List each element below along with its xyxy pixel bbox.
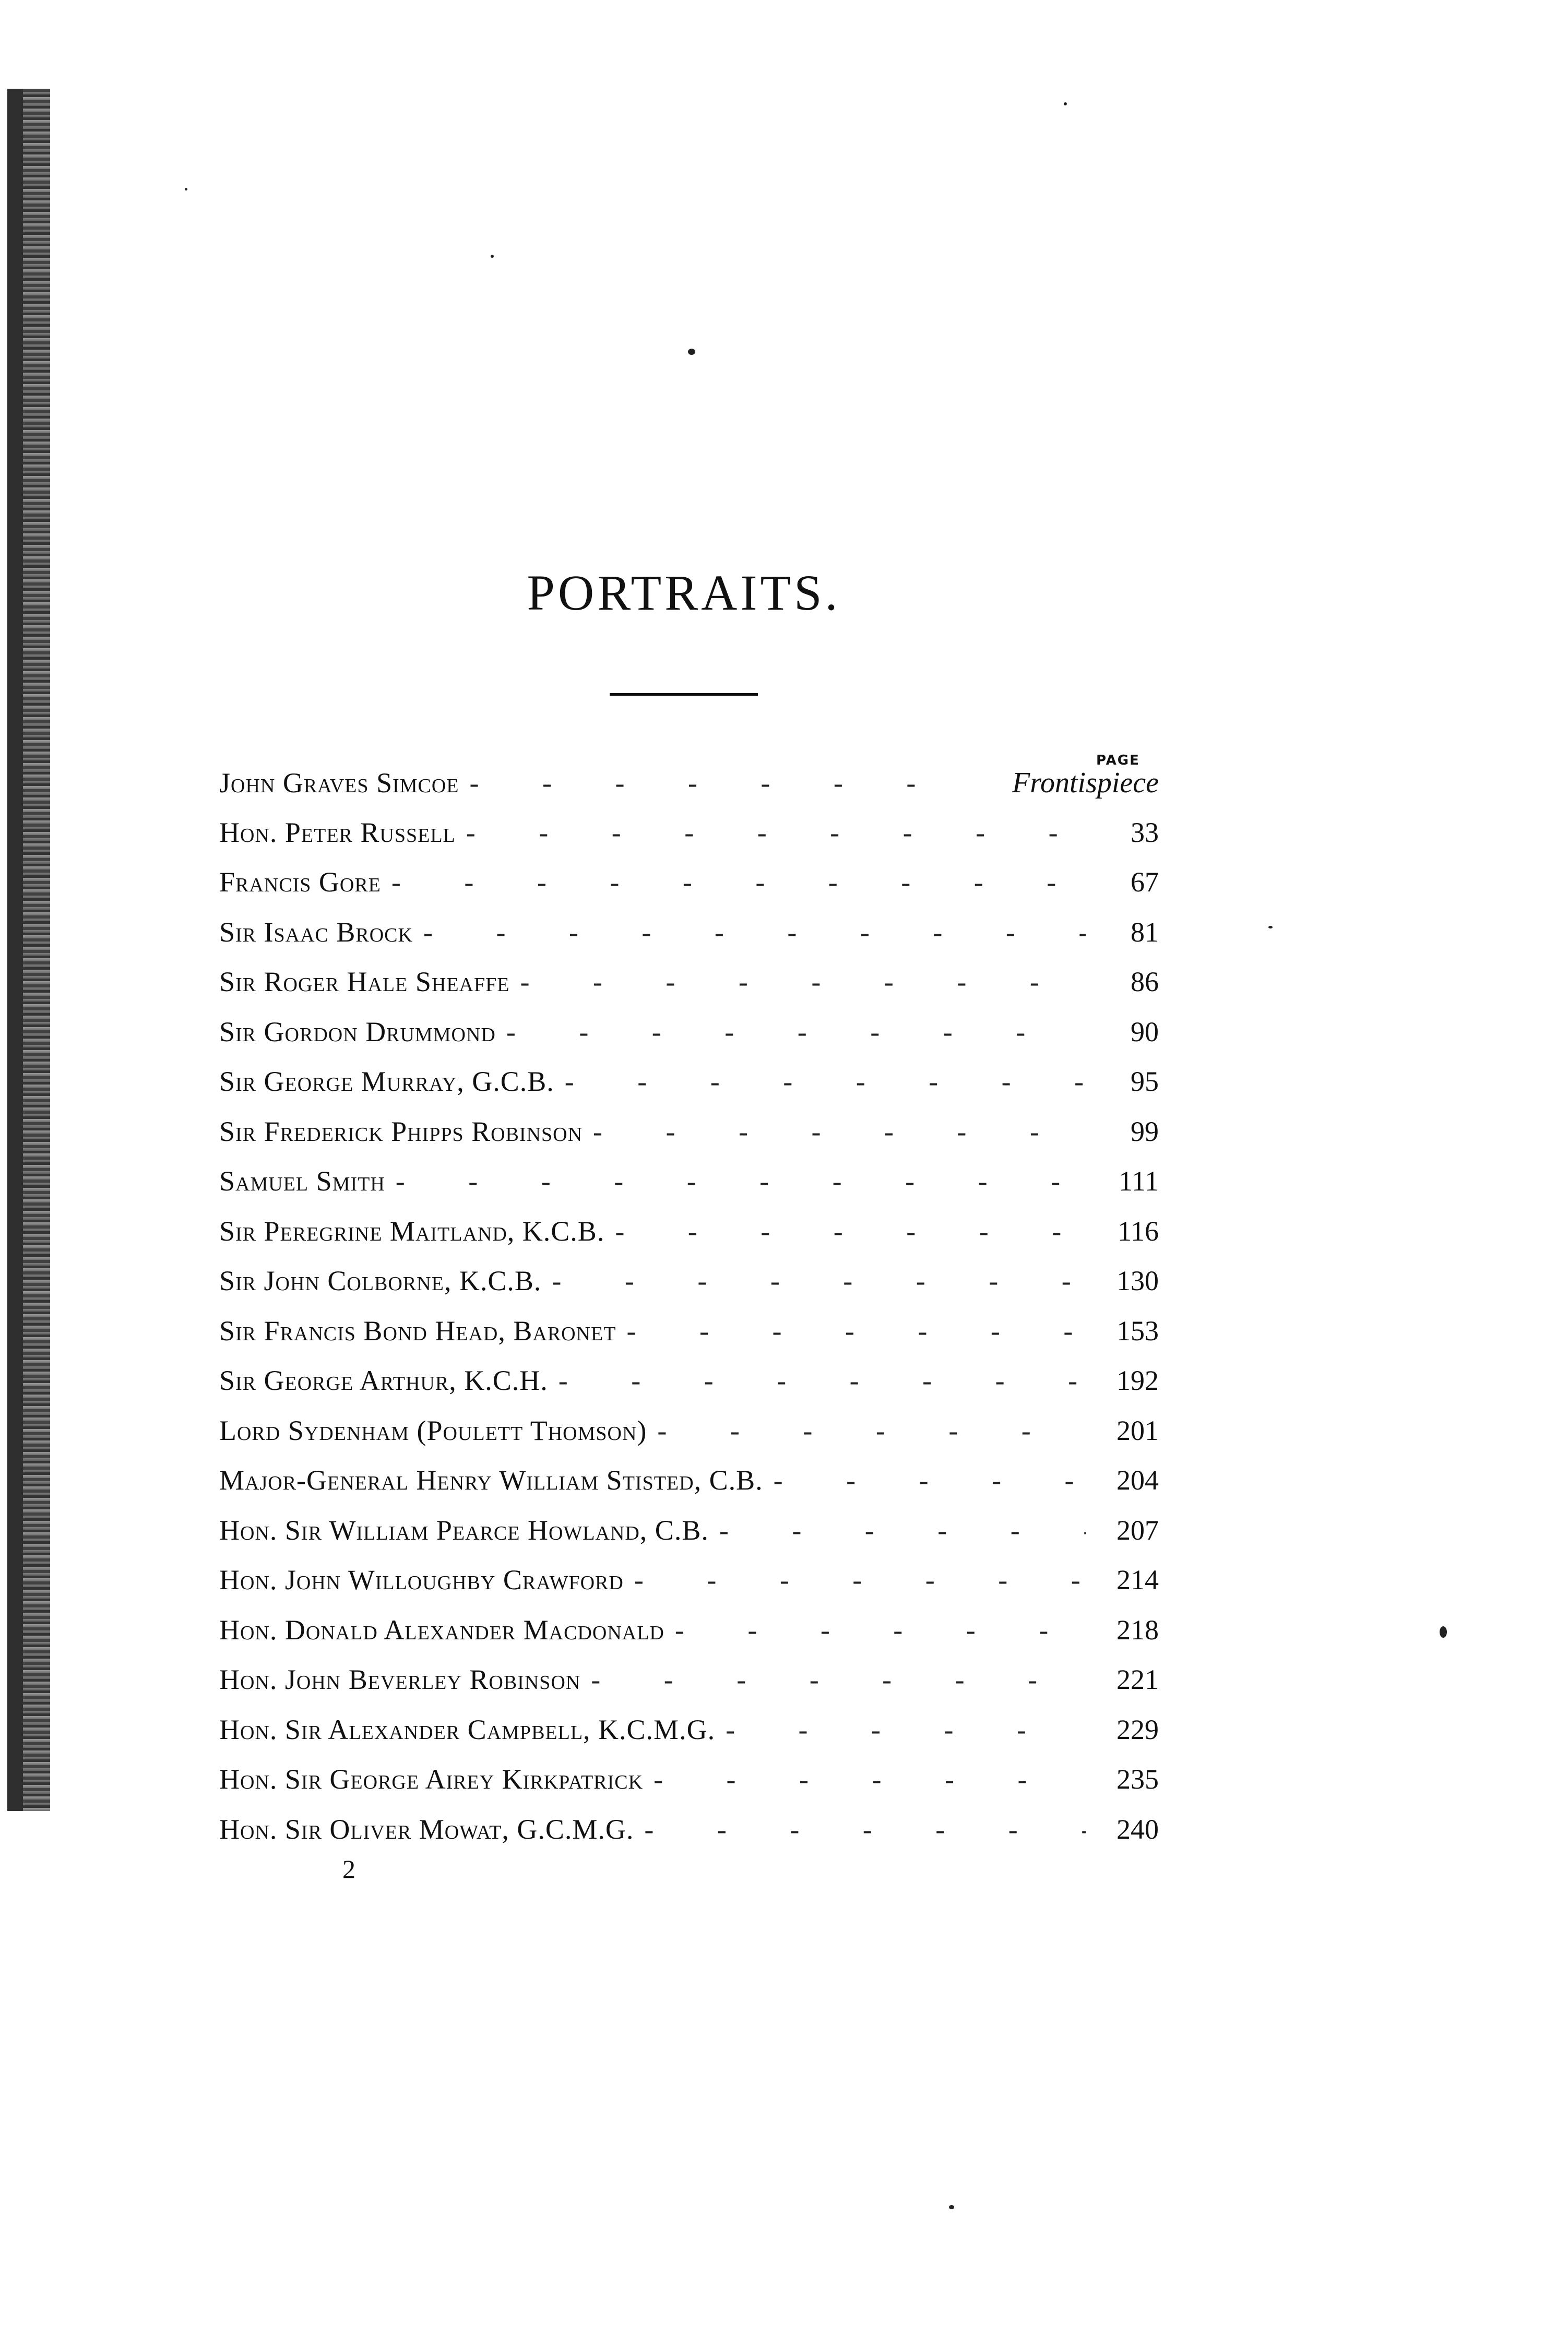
portrait-page: 90 xyxy=(1131,1016,1159,1047)
portrait-name: Sir John Colborne, K.C.B. xyxy=(219,1265,542,1296)
portrait-page: 201 xyxy=(1116,1414,1159,1446)
portrait-name: Hon. Donald Alexander Macdonald xyxy=(219,1614,664,1646)
page-column-heading: PAGE xyxy=(1096,753,1140,768)
portrait-name: Sir Frederick Phipps Robinson xyxy=(219,1115,583,1147)
dot-leader xyxy=(552,1265,1086,1297)
dot-leader xyxy=(593,1115,1086,1148)
toc-row xyxy=(219,1813,1159,1863)
toc-row xyxy=(219,1763,1159,1813)
toc-row xyxy=(219,1514,1159,1564)
dot-leader xyxy=(559,1364,1086,1397)
portrait-name: Sir George Murray, G.C.B. xyxy=(219,1066,554,1097)
portrait-name: Hon. Sir William Pearce Howland, C.B. xyxy=(219,1514,709,1546)
toc-row xyxy=(219,966,1159,1016)
portrait-page: 214 xyxy=(1116,1564,1159,1595)
toc-row xyxy=(219,1663,1159,1713)
portrait-name: Sir Gordon Drummond xyxy=(219,1016,496,1047)
scan-speck xyxy=(1440,1626,1447,1638)
dot-leader xyxy=(423,916,1086,948)
toc-row xyxy=(219,1713,1159,1764)
dot-leader xyxy=(654,1763,1086,1795)
toc-row xyxy=(219,1016,1159,1066)
title-rule xyxy=(610,693,758,696)
dot-leader xyxy=(396,1165,1086,1197)
dot-leader xyxy=(565,1065,1086,1098)
toc-row xyxy=(219,816,1159,866)
dot-leader xyxy=(719,1514,1086,1546)
portrait-page: Frontispiece xyxy=(1012,767,1159,799)
portrait-page: 240 xyxy=(1116,1813,1159,1845)
dot-leader xyxy=(726,1713,1086,1746)
toc-row xyxy=(219,1115,1159,1165)
toc-row xyxy=(219,766,1159,816)
scan-speck xyxy=(1064,102,1067,105)
portrait-page: 235 xyxy=(1116,1764,1159,1795)
toc-row xyxy=(219,1265,1159,1315)
dot-leader xyxy=(591,1663,1086,1696)
portrait-name: Sir Isaac Brock xyxy=(219,916,413,948)
portrait-page: 99 xyxy=(1131,1115,1159,1147)
toc-row xyxy=(219,1564,1159,1614)
dot-leader xyxy=(520,966,1086,998)
page-title: PORTRAITS. xyxy=(527,565,841,621)
portrait-name: Hon. Sir Alexander Campbell, K.C.M.G. xyxy=(219,1713,716,1745)
dot-leader xyxy=(466,816,1086,849)
dot-leader xyxy=(626,1315,1086,1347)
dot-leader xyxy=(644,1813,1086,1845)
portrait-name: Sir Roger Hale Sheaffe xyxy=(219,966,510,997)
portrait-page: 95 xyxy=(1131,1066,1159,1097)
portrait-name: Hon. Peter Russell xyxy=(219,816,456,848)
toc-row xyxy=(219,1414,1159,1464)
portrait-name: Hon. John Beverley Robinson xyxy=(219,1664,581,1695)
portrait-name: Samuel Smith xyxy=(219,1165,385,1197)
portrait-page: 111 xyxy=(1119,1165,1159,1197)
scanned-page-edge xyxy=(7,89,50,1811)
portrait-name: Hon. John Willoughby Crawford xyxy=(219,1564,624,1595)
scan-speck xyxy=(185,188,187,190)
scan-speck xyxy=(1268,926,1273,928)
dot-leader xyxy=(657,1414,1086,1447)
portrait-name: John Graves Simcoe xyxy=(219,767,459,799)
toc-row xyxy=(219,916,1159,966)
portrait-page: 67 xyxy=(1131,866,1159,898)
toc-row xyxy=(219,1215,1159,1265)
portrait-name: Hon. Sir Oliver Mowat, G.C.M.G. xyxy=(219,1813,634,1845)
dot-leader xyxy=(634,1564,1086,1596)
toc-row xyxy=(219,1065,1159,1115)
portrait-name: Sir Peregrine Maitland, K.C.B. xyxy=(219,1215,605,1247)
scan-speck xyxy=(949,2205,954,2209)
dot-leader xyxy=(774,1464,1086,1496)
dot-leader xyxy=(675,1614,1086,1646)
portrait-name: Major-General Henry William Stisted, C.B. xyxy=(219,1464,763,1496)
portrait-page: 221 xyxy=(1116,1664,1159,1695)
toc-row xyxy=(219,1614,1159,1664)
portrait-name: Hon. Sir George Airey Kirkpatrick xyxy=(219,1764,644,1795)
dot-leader xyxy=(470,767,961,799)
portrait-page: 192 xyxy=(1116,1365,1159,1396)
portrait-page: 229 xyxy=(1116,1713,1159,1745)
dot-leader xyxy=(506,1016,1086,1048)
toc-row xyxy=(219,1364,1159,1414)
portrait-page: 207 xyxy=(1116,1514,1159,1546)
portrait-page: 86 xyxy=(1131,966,1159,997)
portrait-page: 116 xyxy=(1118,1215,1159,1247)
scan-speck xyxy=(491,255,494,258)
portrait-page: 204 xyxy=(1116,1464,1159,1496)
toc-row xyxy=(219,1315,1159,1365)
portrait-page: 218 xyxy=(1116,1614,1159,1646)
toc-row xyxy=(219,1165,1159,1215)
dot-leader xyxy=(391,866,1086,898)
portraits-list xyxy=(219,766,1159,1863)
portrait-page: 81 xyxy=(1131,916,1159,948)
portrait-name: Sir Francis Bond Head, Baronet xyxy=(219,1315,616,1347)
toc-row xyxy=(219,1464,1159,1514)
page-number: 2 xyxy=(342,1854,355,1884)
portrait-page: 153 xyxy=(1116,1315,1159,1347)
toc-row xyxy=(219,866,1159,916)
portrait-page: 33 xyxy=(1131,816,1159,848)
portrait-name: Sir George Arthur, K.C.H. xyxy=(219,1365,548,1396)
portrait-name: Francis Gore xyxy=(219,866,381,898)
portrait-name: Lord Sydenham (Poulett Thomson) xyxy=(219,1414,647,1446)
scan-speck xyxy=(688,349,695,355)
portrait-page: 130 xyxy=(1116,1265,1159,1296)
dot-leader xyxy=(615,1215,1086,1247)
